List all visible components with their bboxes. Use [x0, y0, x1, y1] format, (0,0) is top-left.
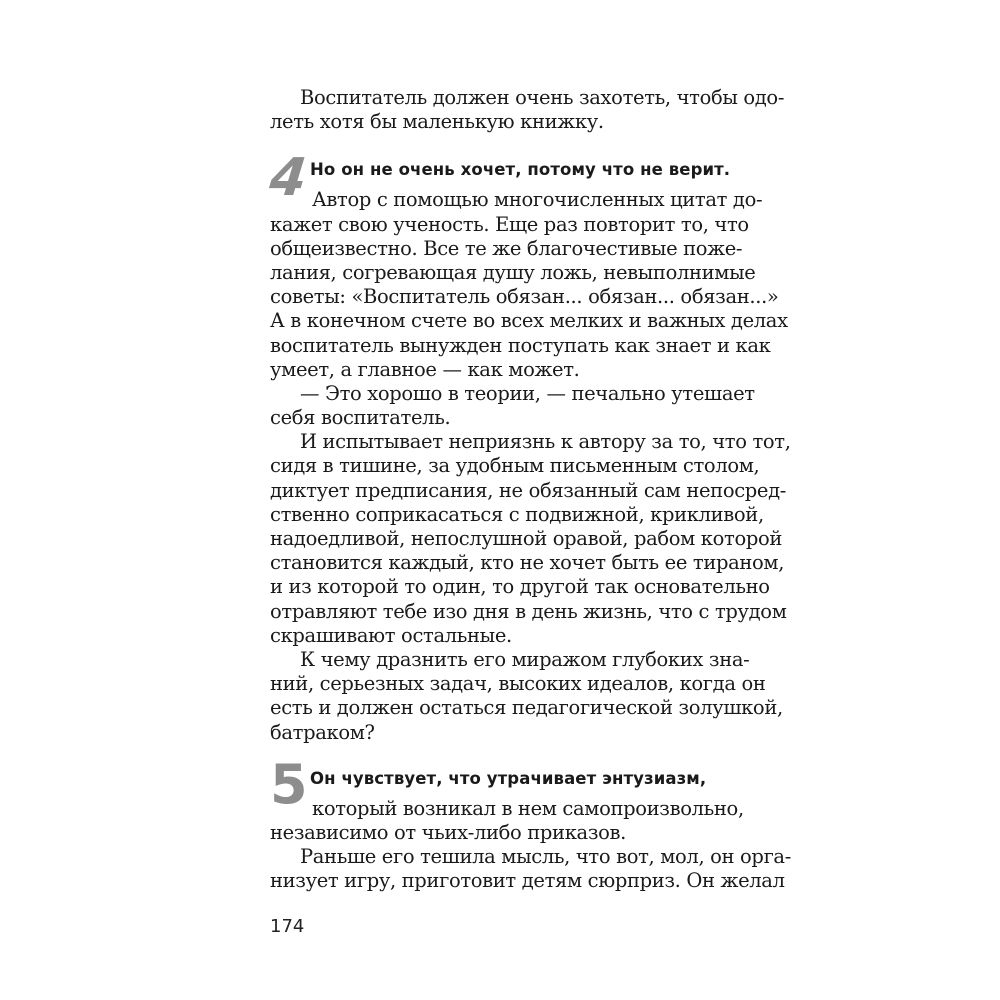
text-line: Воспитатель должен очень захотеть, чтобы одо-: [300, 86, 785, 109]
text-line: который возникал в нем самопроизвольно,: [312, 796, 744, 820]
text-line: советы: «Воспитатель обязан... обязан... обязан...»: [270, 285, 779, 309]
section-number-4: 4: [266, 148, 310, 209]
text-line: становится каждый, кто не хочет быть ее тираном,: [270, 551, 785, 575]
text-line: ний, серьезных задач, высоких идеалов, когда он: [270, 672, 766, 696]
text-line: надоедливой, непослушной оравой, рабом которой: [270, 527, 783, 550]
text-line: И испытывает неприязнь к автору за то, что тот,: [300, 430, 791, 454]
section-5-title: Он чувствует, что утрачивает энтузиазм,: [310, 768, 707, 788]
text-line: умеет, а главное — как может.: [270, 357, 580, 381]
text-line: воспитатель вынужден поступать как знает и как: [270, 333, 771, 357]
text-line: К чему дразнить его миражом глубоких зна-: [300, 647, 750, 671]
section-number-5: 5: [270, 752, 308, 816]
text-line: кажет свою ученость. Еще раз повторит то, что: [270, 212, 749, 236]
page-number: 174: [270, 916, 305, 937]
text-line: Раньше его тешила мысль, что вот, мол, он орга-: [300, 845, 791, 869]
section-4-title: Но он не очень хочет, потому что не верит.: [310, 160, 731, 180]
text-line: леть хотя бы маленькую книжку.: [270, 110, 604, 134]
text-line: — Это хорошо в теории, — печально утешает: [300, 381, 755, 405]
text-line: и из которой то один, то другой так основательно: [270, 575, 770, 599]
text-line: низует игру, приготовит детям сюрприз. Он желал: [270, 869, 785, 893]
text-line: отравляют тебе изо дня в день жизнь, что с трудом: [270, 599, 787, 623]
text-line: ственно соприкасаться с подвижной, крикливой,: [270, 502, 764, 526]
text-line: скрашивают остальные.: [270, 623, 512, 647]
text-line: диктует предписания, не обязанный сам непосред-: [270, 478, 787, 502]
text-line: Автор с помощью многочисленных цитат до-: [312, 188, 763, 212]
text-line: есть и должен остаться педагогической золушкой,: [270, 696, 783, 720]
text-line: общеизвестно. Все те же благочестивые поже-: [270, 236, 743, 260]
text-line: независимо от чьих-либо приказов.: [270, 820, 626, 844]
text-line: А в конечном счете во всех мелких и важных делах: [270, 309, 788, 333]
text-line: сидя в тишине, за удобным письменным столом,: [270, 454, 760, 478]
text-line: батраком?: [270, 720, 375, 744]
text-line: лания, согревающая душу ложь, невыполнимые: [270, 260, 756, 284]
text-line: себя воспитатель.: [270, 406, 451, 430]
page-body: [266, 86, 791, 893]
